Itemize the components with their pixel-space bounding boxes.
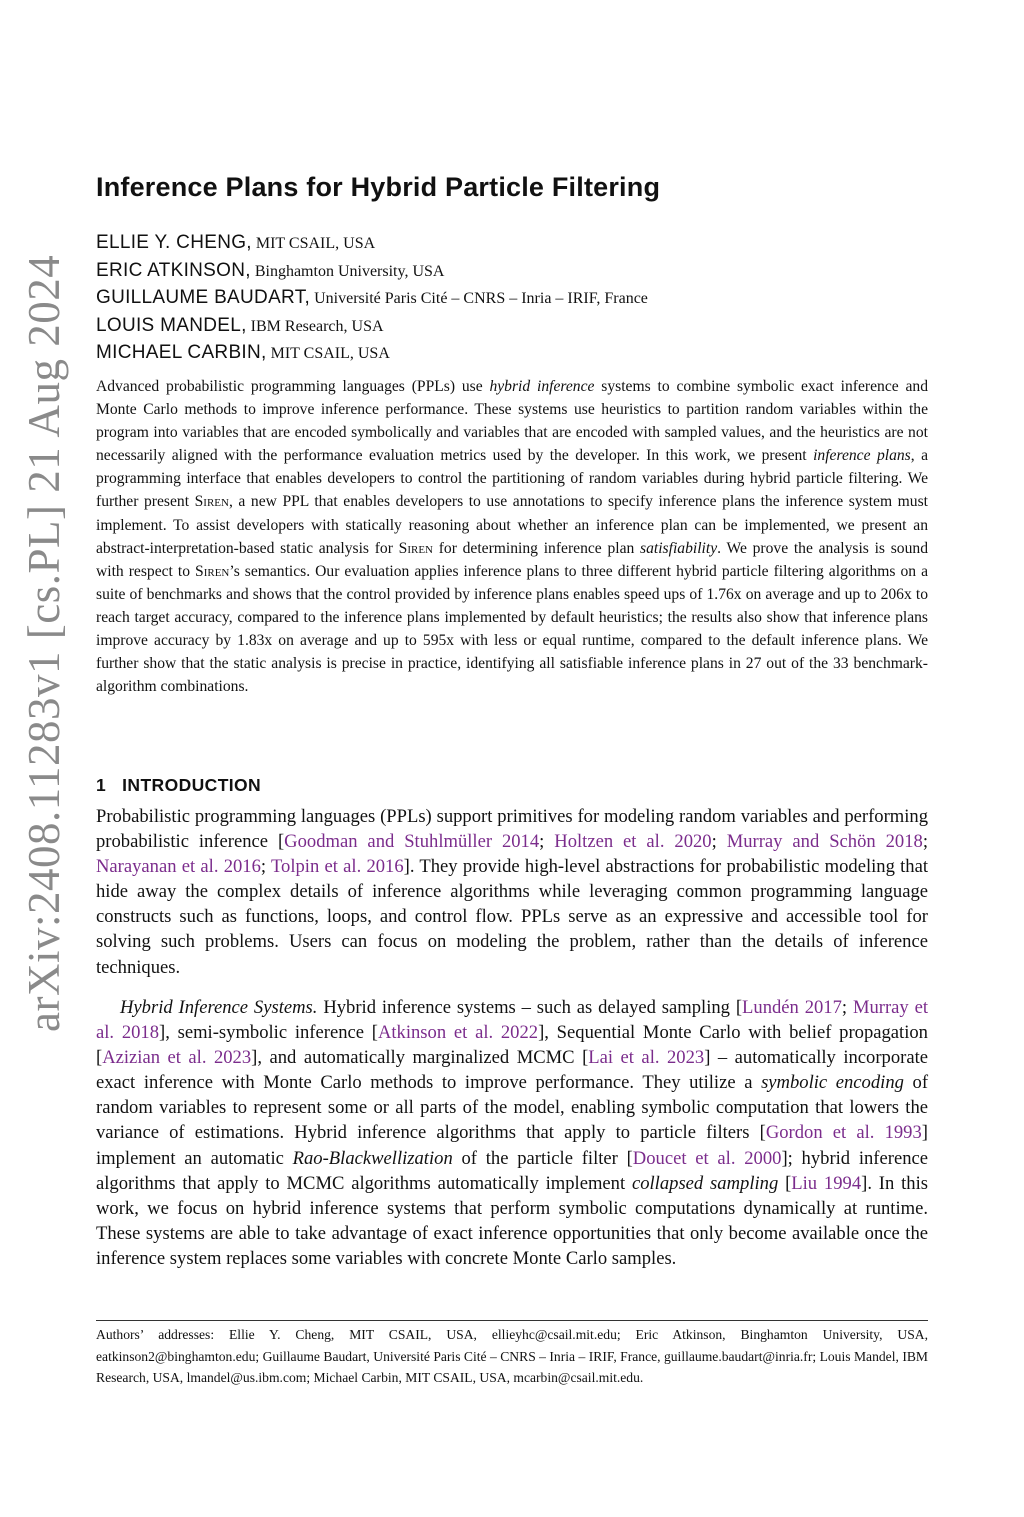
author-affiliation: MIT CSAIL, USA — [266, 345, 390, 362]
section-heading — [96, 775, 261, 796]
body-text: ; — [539, 831, 555, 853]
abstract-text: , a new PPL that enables developers to use annotations to specify inference plans the inference system must implement. To assist developers with statically reasoning about whether an inference plan can be implemented, we present an abstract-interpretation-based static analysis for — [96, 493, 928, 557]
citation-link[interactable]: Liu 1994 — [791, 1172, 862, 1194]
author-affiliation: IBM Research, USA — [246, 317, 384, 335]
abstract-text: for determining inference plan — [432, 539, 641, 557]
author-entry — [96, 339, 648, 367]
citation-link[interactable]: Holtzen et al. 2020 — [554, 831, 712, 853]
citation-link[interactable]: Narayanan et al. 2016 — [96, 856, 261, 878]
body-text: ; — [260, 856, 271, 878]
citation-link[interactable]: Atkinson et al. 2022 — [377, 1022, 539, 1044]
body-text: ]; hybrid inference algorithms that apply to MCMC algorithms automatically implement — [96, 1147, 929, 1194]
author-affiliation: Université Paris Cité – CNRS – Inria – IRIF, France — [310, 290, 648, 307]
body-text: of random variables to represent some or all parts of the model, enabling symbolic computation that lowers the variance of estimations. Hybrid inference algorithms that apply to particle filters [ — [96, 1072, 929, 1144]
body-text: ] – automatically incorporate exact inference with Monte Carlo methods to improve performance. They utilize a — [96, 1047, 928, 1094]
author-name: LOUIS MANDEL, — [96, 314, 247, 336]
abstract-emphasis: satisfiability — [640, 539, 718, 557]
body-text: ], and automatically marginalized MCMC [ — [251, 1047, 589, 1069]
footnote-divider — [96, 1320, 928, 1321]
citation-link[interactable]: Goodman and Stuhlmüller 2014 — [284, 831, 540, 853]
abstract-text: . We prove the analysis is sound with respect to — [96, 539, 928, 580]
body-emphasis: collapsed sampling — [631, 1172, 779, 1194]
citation-link[interactable]: Azizian et al. 2023 — [102, 1047, 252, 1069]
siren-name: Siren — [195, 562, 230, 580]
author-list — [96, 229, 648, 367]
body-text: ; — [841, 997, 853, 1018]
body-emphasis: Rao-Blackwellization — [292, 1147, 453, 1169]
author-name: MICHAEL CARBIN, — [96, 342, 267, 363]
body-text: ] implement an automatic — [96, 1122, 928, 1169]
citation-link[interactable]: Murray and Schön 2018 — [726, 831, 923, 853]
paper-title: Inference Plans for Hybrid Particle Filtering — [96, 172, 661, 202]
arxiv-identifier-stamp: arXiv:2408.11283v1 [cs.PL] 21 Aug 2024 — [19, 254, 69, 1032]
body-text: ], semi-symbolic inference [ — [159, 1022, 378, 1044]
author-name: GUILLAUME BAUDART, — [96, 287, 311, 308]
abstract-text: Advanced probabilistic programming languages (PPLs) use — [96, 378, 490, 395]
section-number: 1 — [96, 775, 107, 795]
author-affiliation: Binghamton University, USA — [250, 262, 445, 280]
body-text: of the particle filter [ — [452, 1147, 633, 1169]
siren-name: Siren — [194, 493, 229, 511]
citation-link[interactable]: Gordon et al. 1993 — [765, 1122, 922, 1144]
abstract — [96, 375, 928, 698]
citation-link[interactable]: Tolpin et al. 2016 — [270, 856, 404, 878]
abstract-text: ’s semantics. Our evaluation applies inference plans to three different hybrid particle filtering algorithms on a suite of benchmarks and shows that the control provided by inference plans enables speed ups of 1.76x on average and up to 206x to reach target accuracy, compared to the inference plans implemented by default heuristics; the results also show that inference plans improve accuracy by 1.83x on average and up to 595x with less or equal runtime, compared to the default inference plans. We further show that the static analysis is precise in practice, identifying all satisfiable inference plans in 27 out of the 33 benchmark-algorithm combinations. — [96, 562, 929, 696]
body-text: ]. In this work, we focus on hybrid inference systems that perform symbolic computations dynamically at runtime. These systems are able to take advantage of exact inference opportunities that only become available once the inference system replaces some variables with concrete Monte Carlo samples. — [96, 1172, 928, 1269]
citation-link[interactable]: Doucet et al. 2000 — [632, 1147, 782, 1169]
body-text: ; — [922, 831, 928, 853]
abstract-text: , a programming interface that enables developers to control the partitioning of random variables during hybrid particle filtering. We further present — [96, 447, 929, 511]
author-entry — [96, 312, 648, 340]
abstract-emphasis: hybrid inference — [489, 378, 595, 395]
section-title: INTRODUCTION — [122, 775, 262, 795]
intro-paragraph — [96, 804, 928, 980]
body-text: Hybrid inference systems – such as delayed sampling [ — [317, 997, 743, 1018]
body-text: ; — [711, 831, 727, 853]
body-text: [ — [778, 1172, 792, 1194]
hybrid-inference-paragraph — [96, 995, 928, 1271]
authors-addresses-footnote: Authors’ addresses: Ellie Y. Cheng, MIT CSAIL, USA, ellieyhc@csail.mit.edu; Eric Atkinson, Binghamton University, USA, eatkinson2@binghamton.edu; Guillaume Baudart, Université Paris Cité – CNRS – Inria – IRIF, France, guillaume.baudart@inria.fr; Louis Mandel, IBM Research, USA, lmandel@us.ibm.com; Michael Carbin, MIT CSAIL, USA, mcarbin@csail.mit.edu. — [96, 1327, 928, 1386]
body-text: ]. They provide high-level abstractions for probabilistic modeling that hide away the complex details of inference algorithms while leveraging common programming language constructs such as functions, loops, and control flow. PPLs serve as an expressive and accessible tool for solving such problems. Users can focus on modeling the problem, rather than the details of inference techniques. — [96, 856, 928, 978]
author-affiliation: MIT CSAIL, USA — [251, 235, 376, 252]
author-entry — [96, 229, 648, 257]
author-entry — [96, 284, 648, 312]
citation-link[interactable]: Lundén 2017 — [742, 997, 842, 1018]
body-emphasis: symbolic encoding — [761, 1072, 904, 1094]
body-text: ], Sequential Monte Carlo with belief propagation [ — [96, 1022, 928, 1069]
siren-name: Siren — [398, 539, 433, 557]
paragraph-heading: Hybrid Inference Systems. — [120, 997, 318, 1018]
citation-link[interactable]: Lai et al. 2023 — [588, 1047, 705, 1069]
author-name: ERIC ATKINSON, — [96, 259, 251, 281]
author-name: ELLIE Y. CHENG, — [96, 232, 252, 253]
body-text: Probabilistic programming languages (PPLs) support primitives for modeling random variables and performing probabilistic inference [ — [96, 806, 928, 853]
abstract-text: systems to combine symbolic exact inference and Monte Carlo methods to improve inference performance. These systems use heuristics to partition random variables within the program into variables that are encoded symbolically and variables that are encoded with sampled values, and the heuristics are not necessarily aligned with the performance evaluation metrics used by the developer. In this work, we present — [96, 378, 929, 465]
author-entry — [96, 257, 648, 285]
citation-link[interactable]: Murray et al. 2018 — [96, 997, 929, 1044]
abstract-emphasis: inference plans — [813, 447, 911, 465]
